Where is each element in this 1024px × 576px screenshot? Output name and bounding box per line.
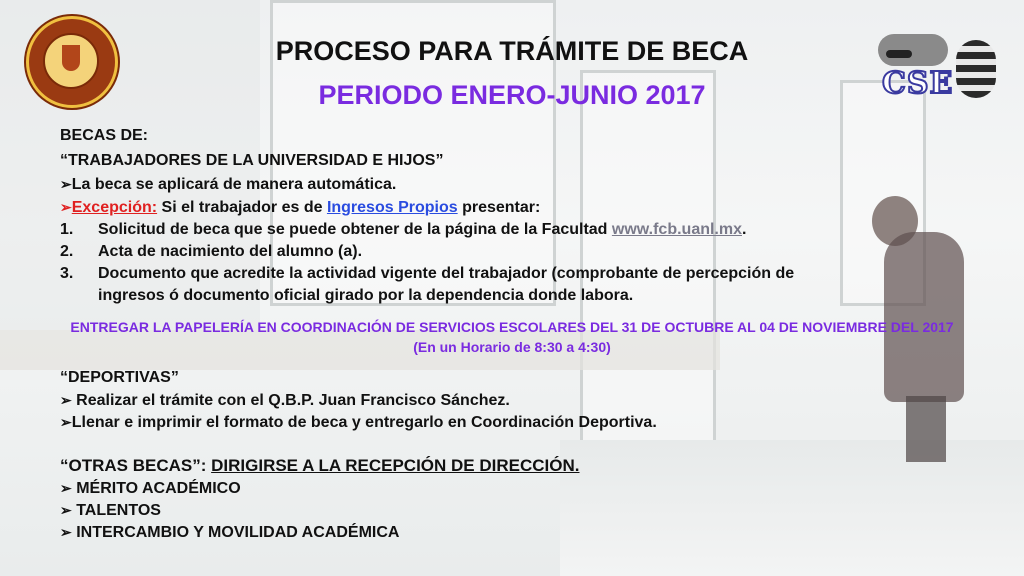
- page-subtitle: PERIODO ENERO-JUNIO 2017: [318, 80, 706, 110]
- notice-delivery-dates: ENTREGAR LA PAPELERÍA EN COORDINACIÓN DE SERVICIOS ESCOLARES DEL 31 DE OCTUBRE AL 04 DE NOVIEMBRE DEL 2017: [70, 319, 954, 335]
- notice-schedule: (En un Horario de 8:30 a 4:30): [413, 339, 611, 355]
- bullet-automatica: ➢La beca se aplicará de manera automática.: [60, 176, 397, 193]
- fcb-website-link[interactable]: www.fcb.uanl.mx: [611, 221, 742, 238]
- section-subheading-trabajadores: “TRABAJADORES DE LA UNIVERSIDAD E HIJOS”: [60, 152, 444, 169]
- recepcion-direccion-text: DIRIGIRSE A LA RECEPCIÓN DE DIRECCIÓN.: [211, 456, 580, 475]
- list-item-1: 1. Solicitud de beca que se puede obtener de la página de la Facultad www.fcb.uanl.mx.: [60, 221, 747, 238]
- bullet-excepcion: ➢Excepción: Si el trabajador es de Ingresos Propios presentar:: [60, 199, 541, 216]
- list-item-talentos: ➢ TALENTOS: [60, 502, 161, 519]
- list-item-3-continuation: ingresos ó documento oficial girado por la dependencia donde labora.: [98, 287, 634, 304]
- list-item-3: 3. Documento que acredite la actividad vigente del trabajador (comprobante de percepción de: [60, 265, 795, 282]
- exception-label: Excepción:: [71, 199, 158, 216]
- bullet-arrow-icon: ➢: [60, 502, 72, 518]
- bullet-arrow-icon: ➢: [60, 392, 72, 408]
- bullet-llenar-formato: ➢Llenar e imprimir el formato de beca y entregarlo en Coordinación Deportiva.: [60, 414, 657, 431]
- section-heading-becas: BECAS DE:: [60, 127, 149, 144]
- list-item-2: 2. Acta de nacimiento del alumno (a).: [60, 243, 363, 260]
- ingresos-propios-link[interactable]: Ingresos Propios: [326, 199, 458, 216]
- page-title: PROCESO PARA TRÁMITE DE BECA: [275, 36, 749, 66]
- bullet-arrow-icon: ➢: [60, 480, 72, 496]
- cse-logo-text: CSE: [882, 66, 954, 101]
- list-item-merito: ➢ MÉRITO ACADÉMICO: [60, 480, 241, 497]
- section-heading-deportivas: “DEPORTIVAS”: [60, 369, 179, 386]
- section-heading-otras-becas: “OTRAS BECAS”: DIRIGIRSE A LA RECEPCIÓN DE DIRECCIÓN.: [60, 456, 580, 475]
- bullet-arrow-icon: ➢: [60, 199, 72, 215]
- bullet-realizar-tramite: ➢ Realizar el trámite con el Q.B.P. Juan Francisco Sánchez.: [60, 392, 510, 409]
- bullet-arrow-icon: ➢: [60, 524, 72, 540]
- bullet-arrow-icon: ➢: [60, 414, 72, 430]
- bullet-arrow-icon: ➢: [60, 176, 72, 192]
- list-item-intercambio: ➢ INTERCAMBIO Y MOVILIDAD ACADÉMICA: [60, 524, 400, 541]
